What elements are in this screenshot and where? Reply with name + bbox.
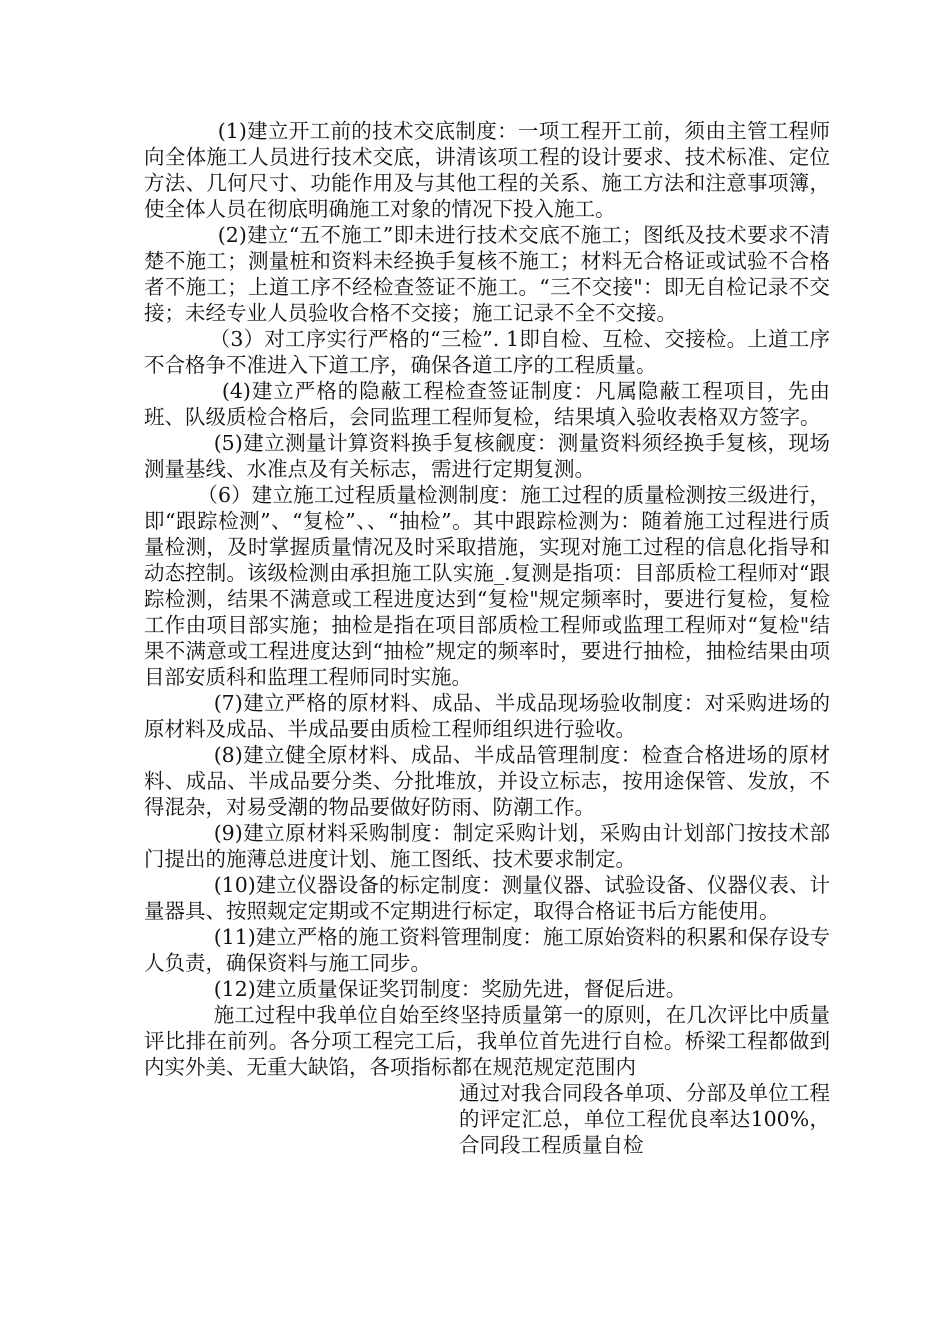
- paragraph-11: (11)建立严格的施工资料管理制度：施工原始资料的积累和保存设专人负责，确保资料与施工同步。: [144, 925, 830, 975]
- paragraph-3: （3）对工序实行严格的“三检”. 1即自检、互检、交接检。上道工序不合格争不准进入下道工序，确保各道工序的工程质量。: [144, 327, 830, 377]
- paragraph-5: (5)建立测量计算资料换手复核觎度：测量资料须经换手复核，现场测量基线、水准点及有关标志，需进行定期复测。: [144, 431, 830, 481]
- paragraph-1: (1)建立开工前的技术交底制度：一项工程开工前，须由主管工程师向全体施工人员进行技术交底，讲清该项工程的设计要求、技术标准、定位方法、几何尺寸、功能作用及与其他工程的关系、施工方法和注意事项簿，使全体人员在彻底明确施工对象的情况下投入施工。: [144, 119, 830, 221]
- paragraph-8: (8)建立健全原材料、成品、半成品管理制度：检查合格进场的原材料、成品、半成品要分类、分批堆放，并设立标志，按用途保管、发放，不得混杂，对易受潮的物品要做好防雨、防潮工作。: [144, 743, 830, 819]
- paragraph-continuation: 通过对我合同段各单项、分部及单位工程的评定汇总，单位工程优良率达100%，合同段工程质量自检: [459, 1081, 830, 1157]
- paragraph-4: (4)建立严格的隐蔽工程检查签证制度：凡属隐蔽工程项目，先由班、队级质检合格后，会同监理工程师复检，结果填入验收表格双方签字。: [144, 379, 830, 429]
- paragraph-6: （6）建立施工过程质量检测制度：施工过程的质量检测按三级进行，即“跟踪检测”、“复检”、、“抽检”。其中跟踪检测为：随着施工过程进行质量检测，及时掌握质量情况及时采取措施，实现对施工过程的信息化指导和动态控制。该级检测由承担施工队实施_.复测是指项：目部质检工程师对“跟踪检测，结果不满意或工程进度达到“复检"规定频率时，要进行复检，复检工作由项目部实施；抽检是指在项目部质检工程师或监理工程师对“复检"结果不满意或工程进度达到“抽检”规定的频率时，要进行抽检，抽检结果由项目部安质科和监理工程师同时实施。: [144, 483, 830, 689]
- paragraph-10: (10)建立仪器设备的标定制度：测量仪器、试验设备、仪器仪表、计量器具、按照觌定定期或不定期进行标定，取得合格证书后方能使用。: [144, 873, 830, 923]
- paragraph-12: (12)建立质量保证奖罚制度：奖励先进，督促后进。: [213, 977, 687, 1001]
- paragraph-13: 施工过程中我单位自始至终坚持质量第一的原则，在几次评比中质量评比排在前列。各分项工程完工后，我单位首先进行自检。桥梁工程都做到内实外美、无重大缺馅，各项指标都在规范规定范围内: [144, 1003, 830, 1079]
- document-body: [144, 118, 830, 1158]
- paragraph-9: (9)建立原材料采购制度：制定采购计划，采购由计划部门按技术部门提出的施薄总进度计划、施工图纸、技术要求制定。: [144, 821, 830, 871]
- paragraph-7: (7)建立严格的原材料、成品、半成品现场验收制度：对采购进场的原材料及成品、半成品要由质检工程师组织进行验收。: [144, 691, 830, 741]
- paragraph-2: (2)建立“五不施工”即未进行技术交底不施工；图纸及技术要求不清楚不施工；测量桩和资料未经换手复核不施工；材料无合格证或试验不合格者不施工；上道工序不经检查签证不施工。“三不交接"：即无自检记录不交接；未经专业人员验收合格不交接；施工记录不全不交接。: [144, 223, 830, 325]
